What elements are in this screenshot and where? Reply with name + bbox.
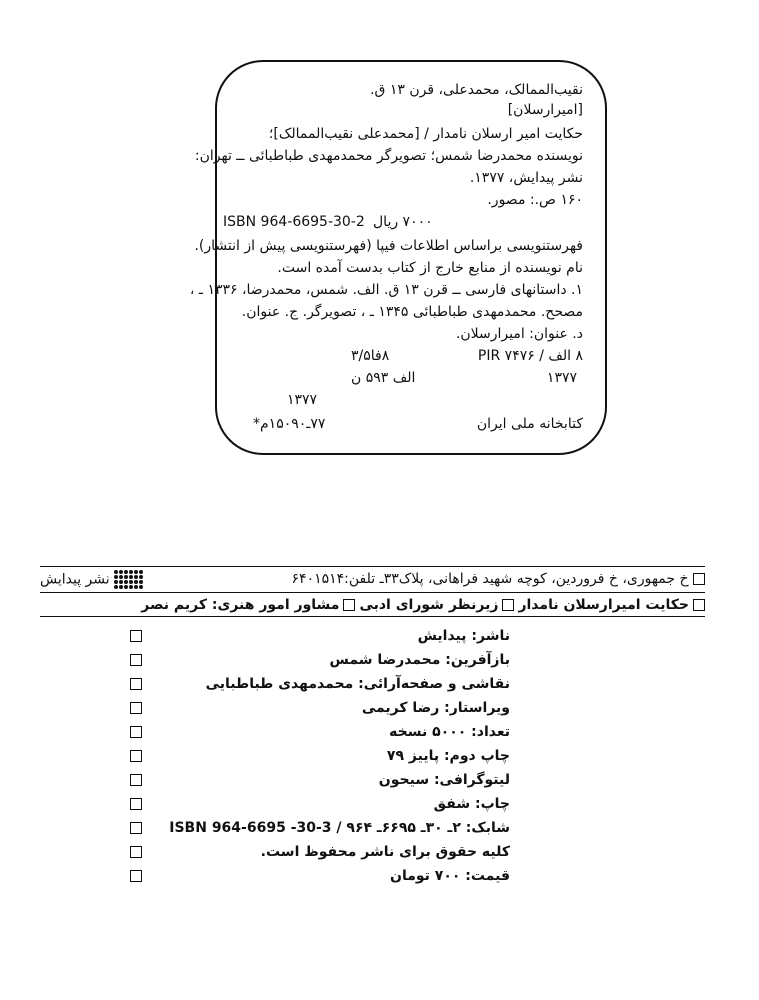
cip-subject-2: مصحح. محمدمهدی طباطبائی ۱۳۴۵ ـ ، تصویرگر. ج. عنوان. (241, 304, 583, 320)
publisher-bar (40, 566, 705, 592)
address-row (292, 571, 705, 587)
cip-library: کتابخانه ملی ایران (476, 416, 583, 432)
checkbox-square-icon (130, 702, 142, 714)
checkbox-square-icon (130, 678, 142, 690)
series-bar (40, 594, 705, 616)
checkbox-square-icon (130, 822, 142, 834)
checkbox-square-icon (130, 846, 142, 858)
bottom-rule (40, 616, 705, 617)
cip-price: ۷۰۰۰ ریال (373, 214, 433, 230)
publisher-logo (40, 570, 143, 589)
cip-year-lc: ۱۳۷۷ (546, 370, 577, 386)
checkbox-square-icon (130, 870, 142, 882)
colophon-editor: ویراستار: رضا کریمی (130, 698, 510, 718)
checkbox-square-icon (130, 630, 142, 642)
cip-card (189, 60, 607, 455)
colophon-edition: چاپ دوم: پاییز ۷۹ (130, 746, 510, 766)
cip-pages: ۱۶۰ ص.: مصور. (487, 192, 583, 208)
cip-uniform-title: [امیرارسلان] (507, 102, 583, 118)
checkbox-square-icon (130, 726, 142, 738)
colophon-illustrator: نقاشی و صفحه‌آرائی: محمدمهدی طباطبایی (130, 674, 510, 694)
colophon-isbn: شابک: ۲ـ ۳۰ـ ۶۶۹۵ـ ۹۶۴ / ISBN 964-6695 -30-3 (130, 818, 510, 838)
cip-class-lc: ۸ الف / ۷۴۷۶ PIR (477, 348, 583, 364)
publisher-logo-icon (114, 570, 143, 589)
colophon-rights: کلیه حقوق برای ناشر محفوظ است. (130, 842, 510, 862)
checkbox-square-icon (130, 798, 142, 810)
cip-cutter: الف ۵۹۳ ن (351, 370, 416, 386)
colophon-publisher: ناشر: پیدایش (130, 626, 510, 646)
cip-subject-3: د. عنوان: امیرارسلان. (455, 326, 583, 342)
cip-subject-1: ۱. داستانهای فارسی ــ قرن ۱۳ ق. الف. شمس، محمدرضا، ۱۳۳۶ ـ ، (189, 282, 583, 298)
cip-note-fipa: فهرستنویسی براساس اطلاعات فیپا (فهرستنویسی پیش از انتشار). (194, 238, 583, 254)
publisher-logo-text: نشر پیدایش (40, 571, 110, 587)
colophon-printer: چاپ: شفق (130, 794, 510, 814)
cip-class-dewey: ۸فا۳/۵ (351, 348, 390, 364)
colophon-price: قیمت: ۷۰۰ تومان (130, 866, 510, 886)
series-title: حکایت امیرارسلان نامدار (518, 597, 689, 613)
series-council: زیرنظر شورای ادبی (359, 597, 499, 613)
cip-isbn: ISBN 964-6695-30-2 (223, 214, 365, 230)
cip-note-author: نام نویسنده از منابع خارج از کتاب بدست آمده است. (277, 260, 583, 276)
checkbox-square-icon (130, 750, 142, 762)
cip-responsibility: نویسنده محمدرضا شمس؛ تصویرگر محمدمهدی طباطبائی ــ تهران: (194, 148, 583, 164)
cip-record-number: ۷۷ـ۱۵۰۹۰م* (253, 416, 326, 432)
middle-rule (40, 592, 705, 593)
cip-title: حکایت امیر ارسلان نامدار / [محمدعلی نقیب‌الممالک]؛ (268, 126, 583, 142)
colophon-lithography: لیتوگرافی: سیحون (130, 770, 510, 790)
checkbox-square-icon (693, 573, 705, 585)
colophon-print-run: تعداد: ۵۰۰۰ نسخه (130, 722, 510, 742)
art-advisor: مشاور امور هنری: کریم نصر (141, 597, 340, 613)
checkbox-square-icon (130, 774, 142, 786)
colophon-adapter: بازآفرین: محمدرضا شمس (130, 650, 510, 670)
cip-author: نقیب‌الممالک، محمدعلی، قرن ۱۳ ق. (370, 82, 583, 98)
checkbox-square-icon (343, 599, 355, 611)
checkbox-square-icon (502, 599, 514, 611)
checkbox-square-icon (130, 654, 142, 666)
publisher-address: خ جمهوری، خ فروردین، کوچه شهید فراهانی، پلاک۳۳ـ تلفن:۶۴۰۱۵۱۴ (291, 571, 689, 587)
checkbox-square-icon (693, 599, 705, 611)
cip-imprint: نشر پیدایش، ۱۳۷۷. (469, 170, 583, 186)
cip-year-dewey: ۱۳۷۷ (287, 392, 318, 408)
